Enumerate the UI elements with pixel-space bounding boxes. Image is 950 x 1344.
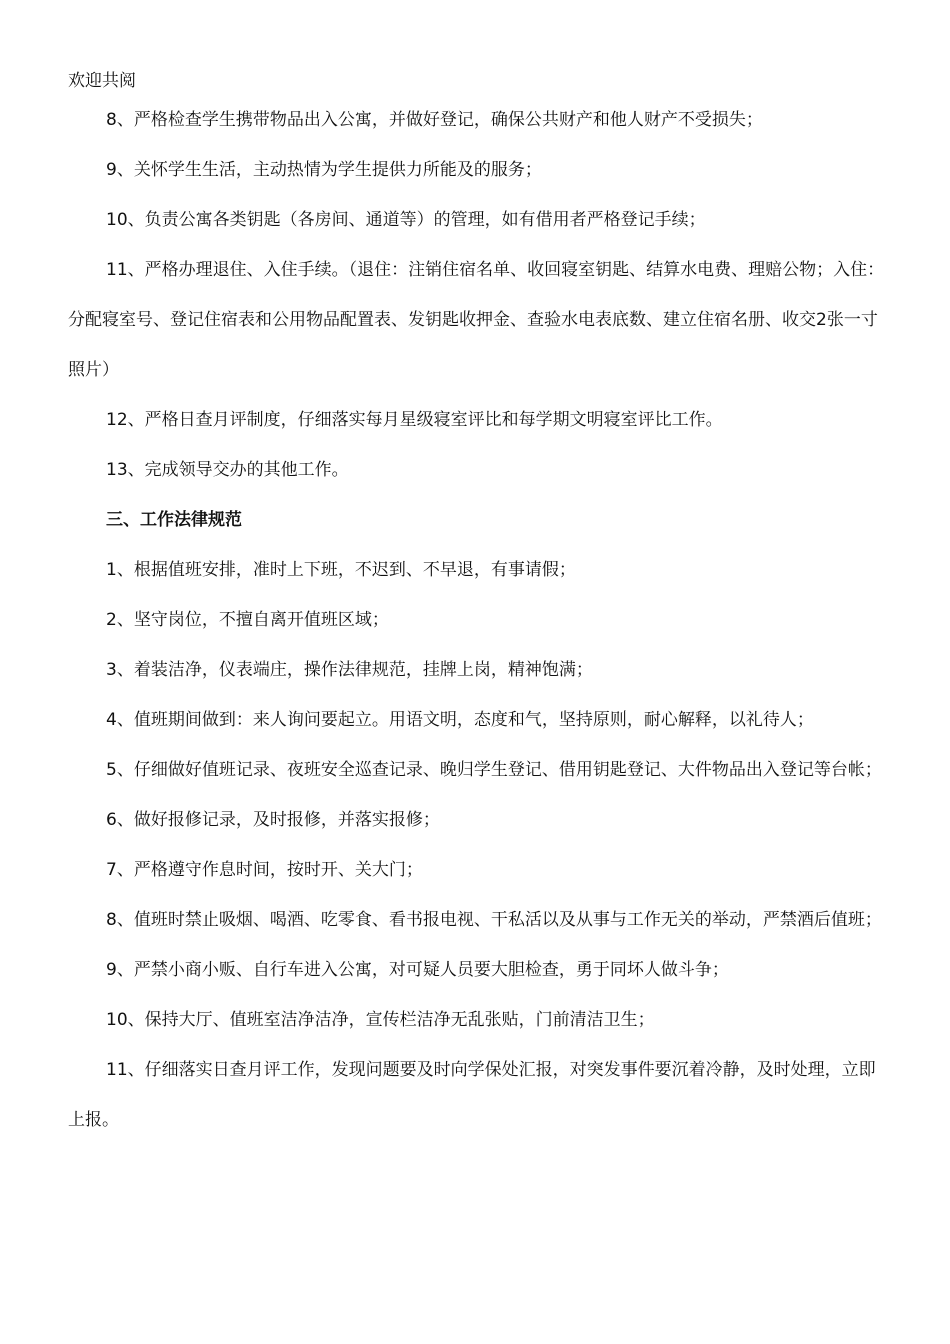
paragraph: 1、根据值班安排，准时上下班，不迟到、不早退，有事请假； — [106, 560, 576, 580]
paragraph: 6、做好报修记录，及时报修，并落实报修； — [106, 810, 440, 830]
document-body — [68, 95, 890, 1145]
paragraph: 9、严禁小商小贩、自行车进入公寓，对可疑人员要大胆检查，勇于同坏人做斗争； — [106, 960, 729, 980]
page-header: 欢迎共阅 — [68, 71, 136, 91]
paragraph: 10、保持大厅、值班室洁净洁净，宣传栏洁净无乱张贴，门前清洁卫生； — [106, 1010, 655, 1030]
paragraph: 9、关怀学生生活，主动热情为学生提供力所能及的服务； — [106, 160, 542, 180]
paragraph: 7、严格遵守作息时间，按时开、关大门； — [106, 860, 423, 880]
paragraph: 12、严格日查月评制度，仔细落实每月星级寝室评比和每学期文明寝室评比工作。 — [106, 410, 723, 430]
paragraph: 4、值班期间做到：来人询问要起立。用语文明，态度和气，坚持原则，耐心解释，以礼待人； — [106, 710, 814, 730]
paragraph: 3、着装洁净，仪表端庄，操作法律规范，挂牌上岗，精神饱满； — [106, 660, 593, 680]
paragraph: 2、坚守岗位，不擅自离开值班区域； — [106, 610, 389, 630]
paragraph: 11、严格办理退住、入住手续。（退住：注销住宿名单、收回寝室钥匙、结算水电费、理赔公物；入住：分配寝室号、登记住宿表和公用物品配置表、发钥匙收押金、查验水电表底数、建立住宿名册、收交2张一寸照片） — [68, 260, 885, 380]
paragraph: 8、值班时禁止吸烟、喝酒、吃零食、看书报电视、干私活以及从事与工作无关的举动，严禁酒后值班； — [106, 910, 882, 930]
paragraph: 5、仔细做好值班记录、夜班安全巡查记录、晚归学生登记、借用钥匙登记、大件物品出入登记等台帐； — [106, 760, 882, 780]
section-heading: 三、工作法律规范 — [106, 510, 242, 530]
paragraph: 13、完成领导交办的其他工作。 — [106, 460, 349, 480]
paragraph: 10、负责公寓各类钥匙（各房间、通道等）的管理，如有借用者严格登记手续； — [106, 210, 706, 230]
paragraph: 8、严格检查学生携带物品出入公寓，并做好登记，确保公共财产和他人财产不受损失； — [106, 110, 763, 130]
paragraph: 11、仔细落实日查月评工作，发现问题要及时向学保处汇报，对突发事件要沉着冷静，及时处理，立即上报。 — [68, 1060, 876, 1130]
